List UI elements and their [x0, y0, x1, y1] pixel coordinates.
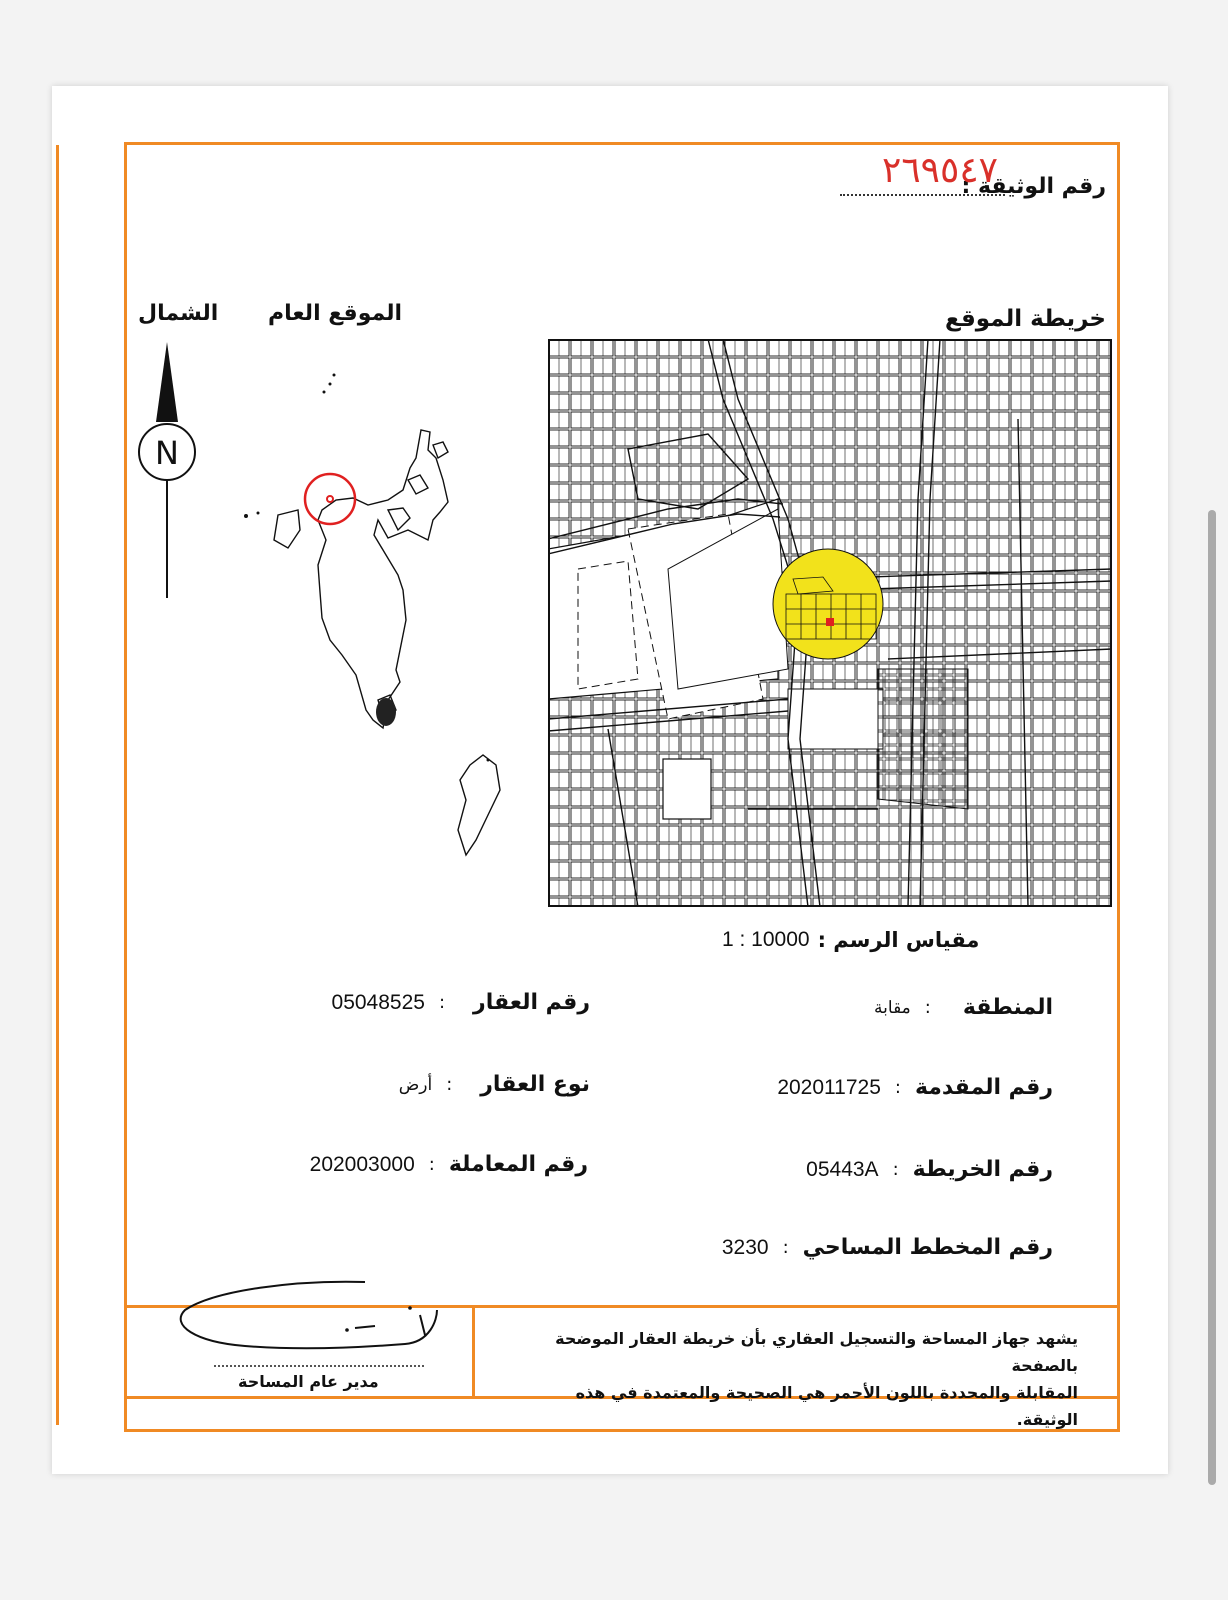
certification-line-2: المقابلة والمحددة باللون الأحمر هي الصحيحة والمعتمدة في هذه الوثيقة. — [575, 1383, 1078, 1429]
general-location-map — [238, 370, 518, 870]
doc-number-dots — [840, 194, 1005, 196]
certification-line-1: يشهد جهاز المساحة والتسجيل العقاري بأن خريطة العقار الموضحة بالصفحة — [555, 1329, 1078, 1375]
map-no-separator: : — [892, 1159, 899, 1180]
map-no-field — [806, 1157, 1053, 1182]
transaction-no-value: 202003000 — [309, 1152, 415, 1176]
site-map — [548, 339, 1112, 907]
transaction-no-field — [310, 1152, 588, 1177]
survey-plan-separator: : — [782, 1237, 789, 1258]
property-no-field — [332, 990, 590, 1015]
survey-plan-field — [722, 1235, 1053, 1260]
doc-number-value: ٢٦٩٥٤٧ — [881, 150, 998, 191]
scrollbar[interactable] — [1208, 510, 1216, 1485]
region-field — [874, 995, 1053, 1020]
survey-plan-label: رقم المخطط المساحي — [802, 1235, 1053, 1260]
parcel-marker — [826, 618, 834, 626]
certification-divider — [472, 1305, 475, 1399]
certification-text — [518, 1325, 1078, 1433]
application-no-label: رقم المقدمة — [914, 1075, 1053, 1100]
region-value: مقابة — [874, 997, 911, 1017]
property-type-separator: : — [446, 1074, 453, 1095]
property-no-label: رقم العقار — [473, 990, 590, 1015]
north-title: الشمال — [138, 301, 219, 326]
location-map-title: خريطة الموقع — [944, 306, 1106, 332]
locator-dot — [327, 496, 333, 502]
north-letter: N — [155, 434, 179, 472]
map-no-value: 05443A — [806, 1157, 879, 1181]
application-no-field — [777, 1075, 1053, 1100]
application-no-separator: : — [894, 1077, 901, 1098]
signer-title: مدير عام المساحة — [238, 1372, 379, 1391]
signature-icon — [175, 1280, 455, 1365]
property-type-value: أرض — [398, 1074, 433, 1094]
region-label: المنطقة — [962, 995, 1053, 1020]
scale — [722, 928, 979, 952]
page-edge-line — [56, 145, 59, 1425]
map-no-label: رقم الخريطة — [912, 1157, 1053, 1182]
application-no-value: 202011725 — [777, 1075, 881, 1099]
transaction-no-separator: : — [428, 1154, 435, 1175]
general-location-title: الموقع العام — [268, 301, 403, 326]
site-highlight-circle — [773, 549, 883, 659]
property-type-label: نوع العقار — [480, 1072, 590, 1097]
scale-label: مقياس الرسم : — [817, 928, 980, 952]
property-type-field — [399, 1072, 590, 1097]
region-separator: : — [924, 997, 931, 1018]
signature-dots — [214, 1365, 424, 1367]
scale-value: 1 : 10000 — [722, 928, 810, 951]
property-no-separator: : — [438, 992, 446, 1013]
survey-plan-value: 3230 — [721, 1235, 769, 1259]
north-arrow-icon — [132, 340, 202, 602]
property-no-value: 05048525 — [331, 990, 425, 1014]
transaction-no-label: رقم المعاملة — [448, 1152, 588, 1177]
doc-number-label: رقم الوثيقة : — [961, 174, 1106, 199]
